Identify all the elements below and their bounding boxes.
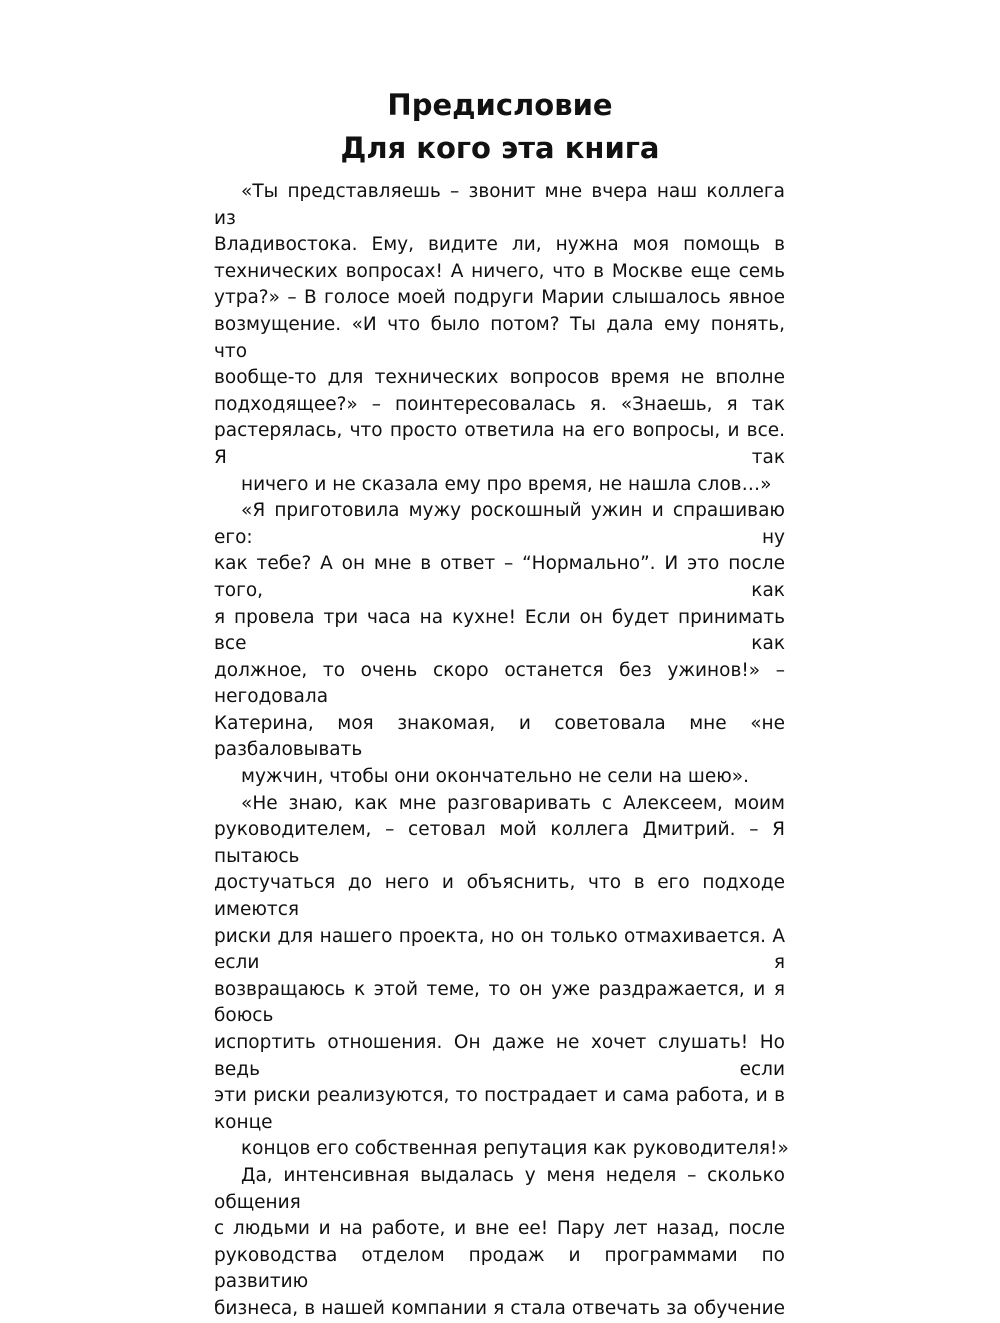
text-line: Катерина, моя знакомая, и советовала мне «не разбаловывать [214,712,785,761]
text-line: мужчин, чтобы они окончательно не сели на шею». [241,766,750,788]
text-line: Да, интенсивная выдалась у меня неделя – сколько общения [214,1164,785,1213]
text-line: утра?» – В голосе моей подруги Марии слышалось явное [214,287,785,309]
text-line: испортить отношения. Он даже не хочет слушать! Но ведь если [214,1032,785,1080]
text-line: растерялась, что просто ответила на его вопросы, и все. Я так [214,420,785,468]
text-line: достучаться до него и объяснить, что в его подходе имеются [214,872,785,921]
text-line: ничего и не сказала ему про время, не нашла слов…» [241,473,772,495]
paragraph [214,791,789,1163]
text-line: с людьми и на работе, и вне ее! Пару лет назад, после [214,1218,785,1240]
text-line: я провела три часа на кухне! Если он будет принимать все как [214,606,785,655]
text-line: «Я приготовила мужу роскошный ужин и спрашиваю его: ну [214,500,785,548]
text-line: эти риски реализуются, то пострадает и сама работа, и в конце [214,1085,785,1133]
text-line: руководителем, – сетовал мой коллега Дмитрий. – Я пытаюсь [214,819,785,867]
body-text [214,179,789,1323]
text-line: Владивостока. Ему, видите ли, нужна моя помощь в [214,234,785,256]
text-line: бизнеса, в нашей компании я стала отвечать за обучение [214,1297,785,1319]
text-line: «Ты представляешь – звонит мне вчера наш коллега из [214,181,785,229]
paragraph [214,179,785,498]
text-line: вообще-то для технических вопросов время не вполне [214,367,785,389]
text-line: должное, то очень скоро останется без ужинов!» – негодовала [214,659,785,708]
text-line: концов его собственная репутация как руководителя!» [241,1138,789,1160]
chapter-heading [0,84,1000,170]
text-line: возвращаюсь к этой теме, то он уже раздражается, и я боюсь [214,978,785,1027]
paragraph [214,498,785,791]
text-line: возмущение. «И что было потом? Ты дала ему понять, что [214,313,785,362]
chapter-title: Предисловие [387,88,613,122]
text-line: как тебе? А он мне в ответ – “Нормально”. И это после того, как [214,553,785,601]
text-line: подходящее?» – поинтересовалась я. «Знаешь, я так [214,393,785,415]
chapter-subtitle: Для кого эта книга [340,131,660,165]
text-line: «Не знаю, как мне разговаривать с Алексеем, моим [241,792,785,814]
text-line: риски для нашего проекта, но он только отмахивается. А если я [214,925,785,974]
paragraph [214,1163,785,1323]
text-line: технических вопросах! А ничего, что в Москве еще семь [214,260,785,282]
text-line: руководства отделом продаж и программами по развитию [214,1244,785,1293]
